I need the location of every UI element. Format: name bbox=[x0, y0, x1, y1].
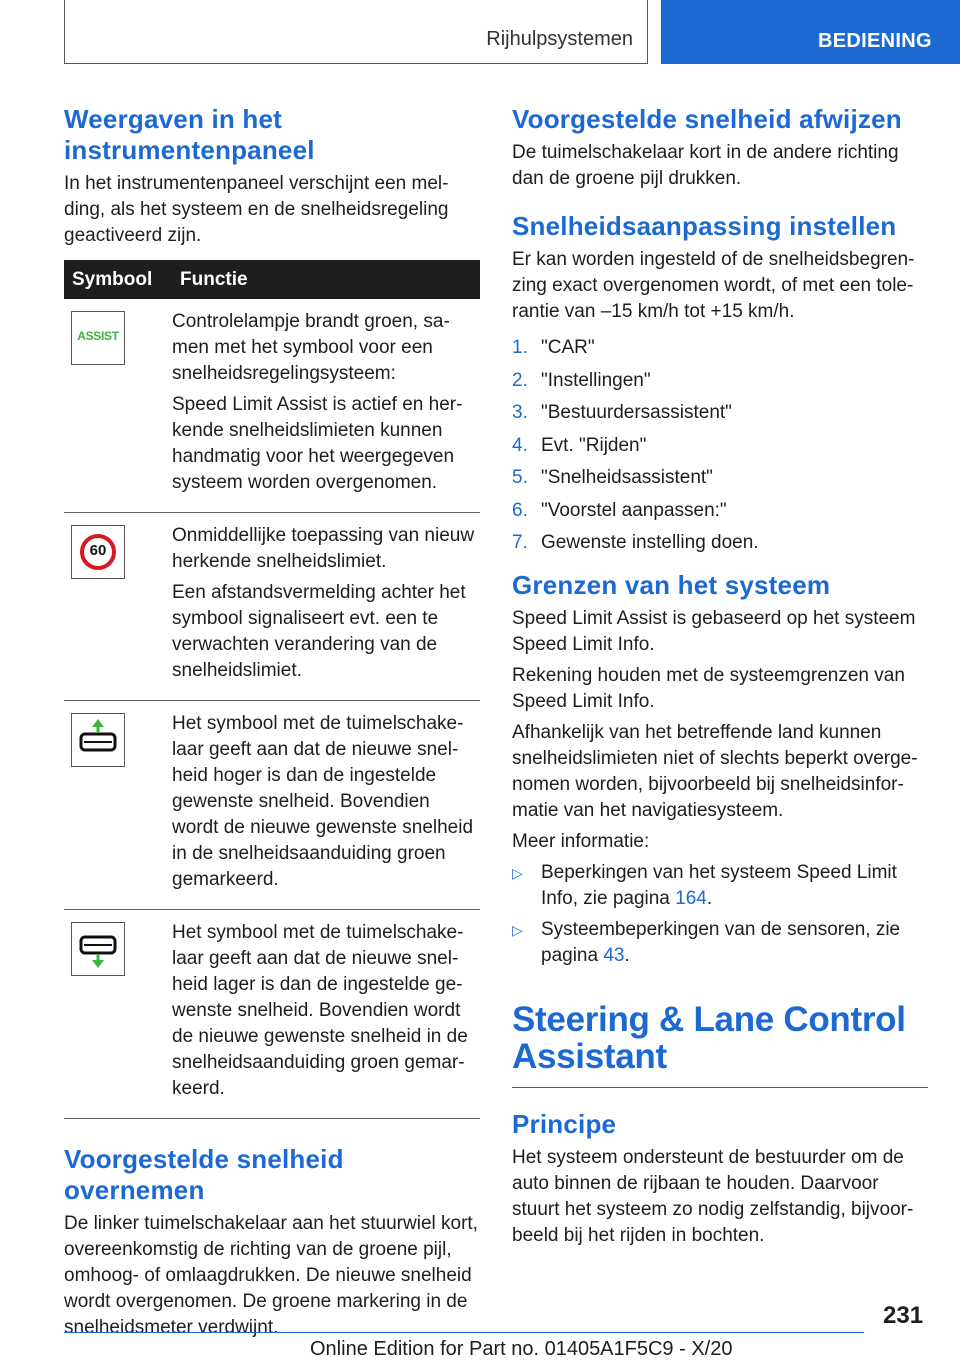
function-cell bbox=[172, 299, 480, 513]
lever-down-icon-graphic bbox=[72, 923, 124, 975]
paragraph-limits-3: Afhankelijk van het betreffende land kunnen snelheidslimieten niet of slechts beperkt overgenomen worden, bijvoorbeeld bij snelheidsinformatie van het navigatiesysteem. bbox=[512, 722, 918, 821]
heading-principle: Principe bbox=[512, 1109, 617, 1139]
heading-reject-speed: Voorgestelde snelheid afwijzen bbox=[512, 104, 902, 134]
step-text: Evt. "Rijden" bbox=[541, 434, 647, 456]
table-row bbox=[64, 910, 480, 1119]
list-item bbox=[512, 917, 928, 969]
chapter-divider bbox=[512, 1087, 928, 1088]
list-item bbox=[512, 498, 928, 524]
function-cell bbox=[172, 513, 480, 701]
list-item bbox=[512, 368, 928, 394]
list-item bbox=[512, 465, 928, 491]
paragraph-reject-speed: De tuimelschakelaar kort in de andere richting dan de groene pijl drukken. bbox=[512, 142, 899, 189]
assist-icon-label: ASSIST bbox=[77, 329, 119, 343]
section-accept-speed bbox=[64, 1144, 480, 1341]
reference-text bbox=[541, 917, 928, 969]
step-text: Gewenste instelling doen. bbox=[541, 532, 759, 553]
chapter-tab-label: BEDIENING bbox=[818, 30, 932, 52]
function-text: Speed Limit Assist is actief en herkende snelheidslimieten kunnen handmatig voor het weergegeven systeem worden overgenomen. bbox=[172, 394, 463, 493]
table-row bbox=[64, 513, 480, 701]
section-speed-adjustment bbox=[512, 211, 928, 556]
right-column bbox=[512, 104, 928, 1254]
lever-up-icon-graphic bbox=[72, 714, 124, 766]
reference-label: Beperkingen van het systeem Speed Limit Info, zie pagina bbox=[541, 862, 897, 909]
reference-text bbox=[541, 860, 928, 912]
paragraph-more-info: Meer informatie: bbox=[512, 831, 650, 852]
paragraph-limits-1: Speed Limit Assist is gebaseerd op het systeem Speed Limit Info. bbox=[512, 608, 916, 655]
assist-icon bbox=[71, 311, 125, 365]
symbol-cell bbox=[64, 910, 172, 1119]
step-text: "Instellingen" bbox=[541, 369, 651, 391]
footer-edition: Online Edition for Part no. 01405A1F5C9 - X/20 bbox=[310, 1338, 733, 1360]
table-header-function: Functie bbox=[172, 260, 480, 299]
function-cell bbox=[172, 701, 480, 910]
footer-divider bbox=[64, 1332, 864, 1333]
speed-limit-value: 60 bbox=[89, 542, 107, 559]
function-text: Controlelampje brandt groen, samen met het symbool voor een snelheidsregelingsysteem: bbox=[172, 311, 450, 384]
table-header-symbol: Symbool bbox=[64, 260, 172, 299]
list-item bbox=[512, 860, 928, 912]
section-title: Rijhulpsystemen bbox=[486, 28, 633, 50]
table-header-row bbox=[64, 260, 480, 299]
symbol-cell bbox=[64, 513, 172, 701]
page-number: 231 bbox=[883, 1302, 924, 1329]
list-item bbox=[512, 530, 928, 556]
function-text: Een afstandsvermelding achter het symbool signaliseert evt. een te verwachten verandering van de snelheidslimiet. bbox=[172, 582, 466, 681]
step-number: 5. bbox=[512, 467, 528, 488]
reference-label: Systeembeperkingen van de sensoren, zie pagina bbox=[541, 919, 901, 966]
function-text: Het symbool met de tuimelschakelaar geeft aan dat de nieuwe snelheid lager is dan de ingestelde gewenste snelheid. Bovendien wordt de nieuwe gewenste snelheid in de snelheidsaanduiding groen gemarkeerd. bbox=[172, 922, 468, 1099]
reference-end: . bbox=[624, 945, 630, 966]
heading-instrument-display: Weergaven in het instrumentenpaneel bbox=[64, 104, 315, 165]
step-text: "Voorstel aanpassen:" bbox=[541, 499, 727, 521]
symbol-cell bbox=[64, 701, 172, 910]
step-text: "Snelheidsassistent" bbox=[541, 467, 713, 488]
step-number: 3. bbox=[512, 402, 528, 423]
chapter-block bbox=[512, 1001, 928, 1249]
header-box bbox=[64, 0, 648, 64]
step-number: 2. bbox=[512, 369, 528, 391]
list-item bbox=[512, 433, 928, 459]
list-item bbox=[512, 335, 928, 361]
left-column bbox=[64, 104, 480, 1346]
paragraph-accept-speed: De linker tuimelschakelaar aan het stuurwiel kort, overeenkomstig de richting van de groene pijl, omhoog- of omlaagdrukken. De nieuwe snelheid wordt overgenomen. De groene markering in de snelheidsmeter verdwijnt. bbox=[64, 1213, 478, 1338]
triangle-bullet-icon: ▷ bbox=[512, 865, 523, 881]
reference-list bbox=[512, 860, 928, 969]
symbol-cell bbox=[64, 299, 172, 513]
function-text: Onmiddellijke toepassing van nieuw herkende snelheidslimiet. bbox=[172, 525, 475, 572]
lever-down-icon bbox=[71, 922, 125, 976]
step-text: "CAR" bbox=[541, 337, 595, 358]
paragraph-intro: In het instrumentenpaneel verschijnt een melding, als het systeem en de snelheidsregeling geactiveerd zijn. bbox=[64, 173, 449, 246]
page-link[interactable]: 43 bbox=[603, 945, 625, 966]
table-row bbox=[64, 701, 480, 910]
paragraph-speed-adjustment: Er kan worden ingesteld of de snelheidsbegrenzing exact overgenomen wordt, of met een tolerantie van –15 km/h tot +15 km/h. bbox=[512, 249, 915, 322]
table-row bbox=[64, 299, 480, 513]
triangle-bullet-icon: ▷ bbox=[512, 922, 523, 938]
heading-accept-speed: Voorgestelde snelheid overnemen bbox=[64, 1144, 344, 1205]
heading-system-limits: Grenzen van het systeem bbox=[512, 570, 831, 600]
chapter-tab[interactable] bbox=[661, 0, 960, 64]
chapter-title: Steering & Lane Control Assistant bbox=[512, 1000, 906, 1076]
paragraph-principle: Het systeem ondersteunt de bestuurder om de auto binnen de rijbaan te houden. Daarvoor stuurt het systeem zo nodig zelfstandig, bijvoorbeeld bij het rijden in bochten. bbox=[512, 1147, 914, 1246]
lever-up-icon bbox=[71, 713, 125, 767]
steps-list bbox=[512, 335, 928, 556]
page-link[interactable]: 164 bbox=[675, 888, 707, 909]
reference-end: . bbox=[706, 888, 713, 909]
paragraph-limits-2: Rekening houden met de systeemgrenzen van Speed Limit Info. bbox=[512, 665, 905, 712]
step-number: 1. bbox=[512, 337, 528, 358]
step-number: 6. bbox=[512, 499, 528, 521]
heading-speed-adjustment: Snelheidsaanpassing instellen bbox=[512, 211, 897, 241]
step-number: 7. bbox=[512, 532, 528, 553]
speed-limit-sign-icon bbox=[71, 525, 125, 579]
symbol-table bbox=[64, 260, 480, 1119]
function-cell bbox=[172, 910, 480, 1119]
step-number: 4. bbox=[512, 434, 528, 456]
list-item bbox=[512, 400, 928, 426]
section-system-limits bbox=[512, 570, 928, 969]
function-text: Het symbool met de tuimelschakelaar geeft aan dat de nieuwe snelheid hoger is dan de ingestelde gewenste snelheid. Bovendien wordt de nieuwe gewenste snelheid in de snelheidsaanduiding groen gemarkeerd. bbox=[172, 713, 474, 890]
step-text: "Bestuurdersassistent" bbox=[541, 402, 732, 423]
